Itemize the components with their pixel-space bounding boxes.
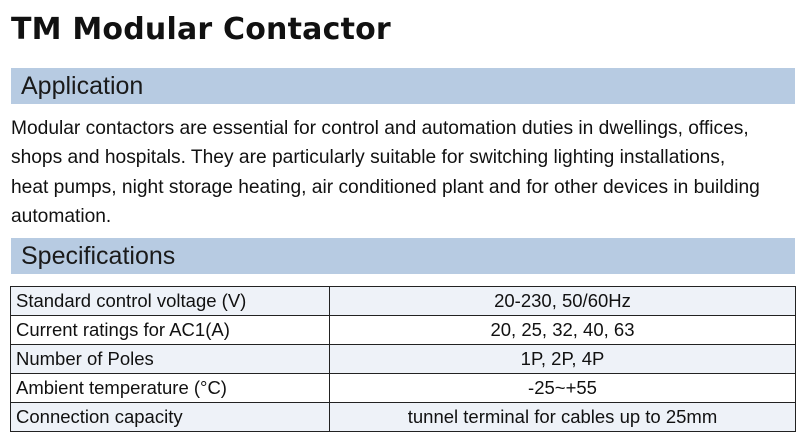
paragraph-line: Modular contactors are essential for control and automation duties in dwellings, offices, bbox=[11, 118, 749, 139]
application-paragraph bbox=[11, 114, 800, 231]
table-row bbox=[11, 374, 796, 403]
spec-value: tunnel terminal for cables up to 25mm bbox=[330, 403, 796, 432]
paragraph-line: automation. bbox=[11, 205, 112, 227]
spec-value: 1P, 2P, 4P bbox=[330, 345, 796, 374]
section-heading-specifications: Specifications bbox=[21, 242, 176, 270]
paragraph-line: shops and hospitals. They are particularly suitable for switching lighting installations, bbox=[11, 147, 726, 169]
spec-parameter: Ambient temperature (°C) bbox=[11, 374, 330, 403]
spec-parameter: Connection capacity bbox=[11, 403, 330, 432]
spec-value: 20, 25, 32, 40, 63 bbox=[330, 316, 796, 345]
page-title: TM Modular Contactor bbox=[11, 12, 391, 47]
specifications-table bbox=[10, 286, 796, 432]
spec-parameter: Current ratings for AC1(A) bbox=[11, 316, 330, 345]
section-header-application bbox=[11, 68, 795, 104]
spec-value: -25~+55 bbox=[330, 374, 796, 403]
table-row bbox=[11, 316, 796, 345]
paragraph-line: heat pumps, night storage heating, air conditioned plant and for other devices in building bbox=[11, 176, 760, 198]
table-row bbox=[11, 345, 796, 374]
section-heading-application: Application bbox=[21, 72, 144, 100]
table-row bbox=[11, 403, 796, 432]
table-row bbox=[11, 287, 796, 316]
spec-parameter: Standard control voltage (V) bbox=[11, 287, 330, 316]
spec-parameter: Number of Poles bbox=[11, 345, 330, 374]
spec-value: 20-230, 50/60Hz bbox=[330, 287, 796, 316]
section-header-specifications bbox=[11, 238, 795, 274]
